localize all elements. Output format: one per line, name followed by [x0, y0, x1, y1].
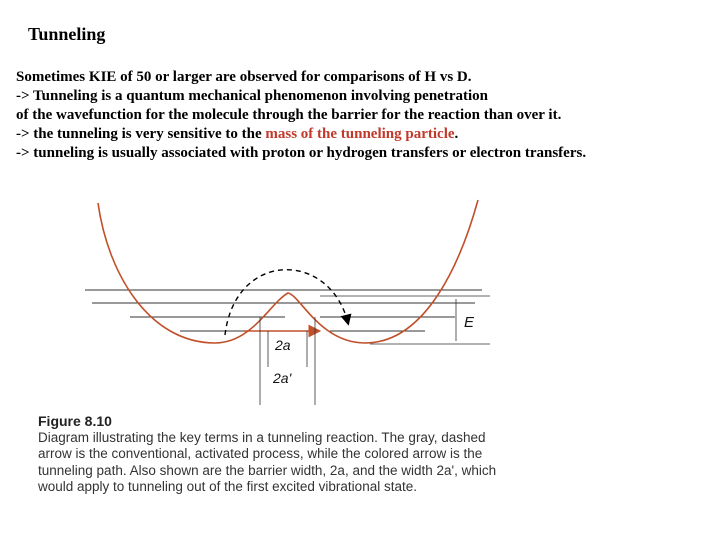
label-e: E: [464, 314, 475, 331]
body-line-1: Sometimes KIE of 50 or larger are observed for comparisons of H vs D.: [16, 69, 472, 85]
figure-number: Figure 8.10: [38, 413, 112, 429]
potential-curve: [98, 200, 478, 343]
caption-text: Diagram illustrating the key terms in a tunneling reaction. The gray, dashed arrow is the conventional, activated process, while the colored arrow is the tunneling path. Also shown are the barrier width, 2a, and the width 2a', which would apply to tunneling out of the first excited vibrational state.: [38, 429, 497, 494]
highlight-mass-particle: mass of the tunneling particle: [265, 126, 455, 142]
body-line-5: -> tunneling is usually associated with proton or hydrogen transfers or electron transfers.: [16, 145, 587, 161]
slide-title: Tunneling: [28, 24, 106, 44]
body-line-2: -> Tunneling is a quantum mechanical phenomenon involving penetration: [16, 88, 488, 104]
body-line-4: [16, 125, 716, 144]
activated-process-arrow: [225, 270, 348, 335]
body-line-4-start: -> the tunneling is very sensitive to the: [16, 126, 266, 142]
tunneling-diagram: [30, 195, 510, 410]
label-2a-prime: 2a': [273, 370, 292, 386]
body-line-4-end: .: [454, 126, 459, 142]
slide-body: [16, 68, 716, 163]
figure-caption: [38, 413, 518, 496]
label-2a: 2a: [275, 337, 291, 353]
body-line-3: of the wavefunction for the molecule through the barrier for the reaction than over it.: [16, 107, 562, 123]
